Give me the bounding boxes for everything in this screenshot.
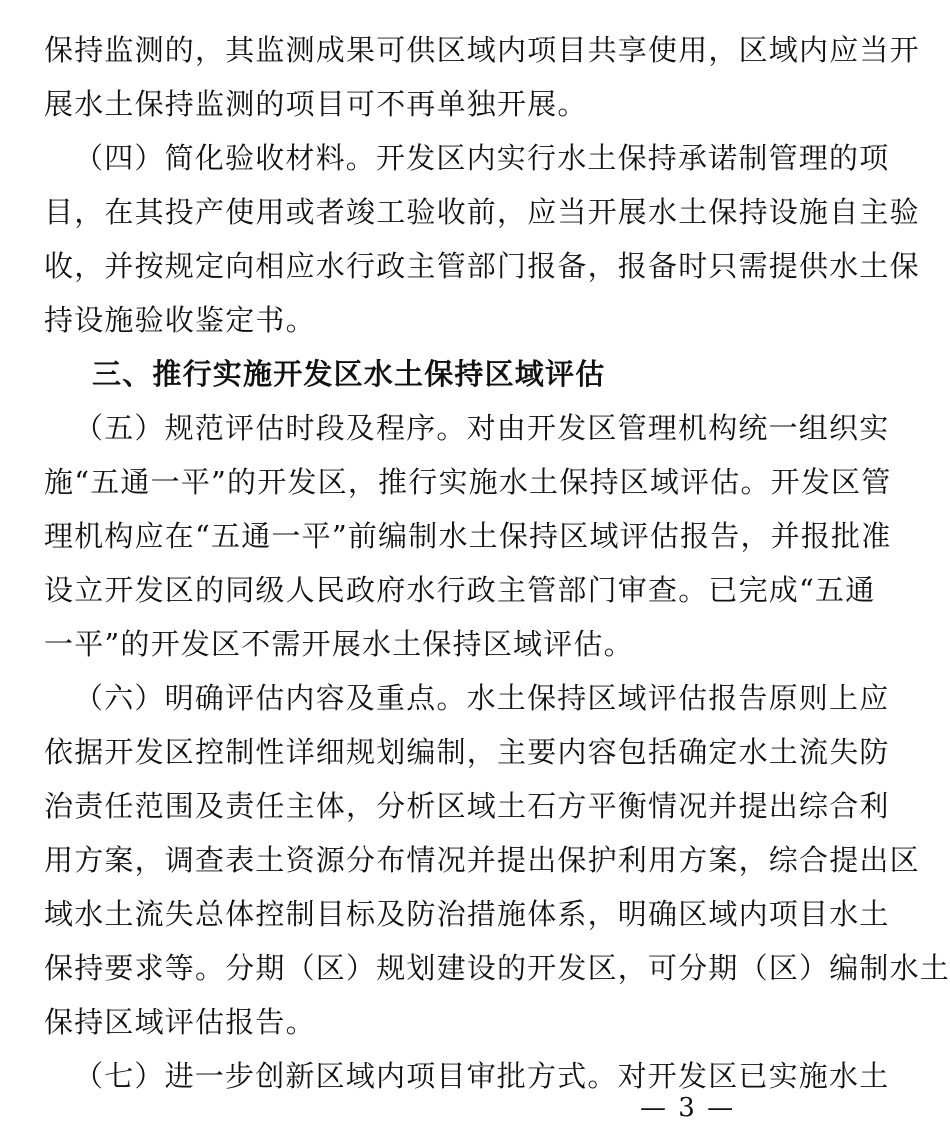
text-line: 依据开发区控制性详细规划编制，主要内容包括确定水土流失防	[44, 735, 890, 769]
text-line: 治责任范围及责任主体，分析区域土石方平衡情况并提出综合利	[44, 789, 890, 823]
text-line: （六）明确评估内容及重点。水土保持区域评估报告原则上应	[74, 681, 890, 715]
text-line: 保持要求等。分期（区）规划建设的开发区，可分期（区）编制水土	[44, 951, 950, 985]
text-line: 收，并按规定向相应水行政主管部门报备，报备时只需提供水土保	[44, 249, 920, 283]
text-line: 目，在其投产使用或者竣工验收前，应当开展水土保持设施自主验	[44, 195, 920, 229]
text-line: 施“五通一平”的开发区，推行实施水土保持区域评估。开发区管	[44, 465, 892, 499]
text-line: 持设施验收鉴定书。	[44, 303, 316, 337]
section-heading: 三、推行实施开发区水土保持区域评估	[92, 357, 606, 391]
text-line: 保持监测的，其监测成果可供区域内项目共享使用，区域内应当开	[44, 33, 920, 67]
text-line: 一平”的开发区不需开展水土保持区域评估。	[44, 627, 634, 661]
text-line: （四）简化验收材料。开发区内实行水土保持承诺制管理的项	[74, 141, 890, 175]
text-line: 展水土保持监测的项目可不再单独开展。	[44, 87, 588, 121]
text-line: 域水土流失总体控制目标及防治措施体系，明确区域内项目水土	[44, 897, 890, 931]
text-line: 用方案，调查表土资源分布情况并提出保护利用方案，综合提出区	[44, 843, 920, 877]
text-line: 保持区域评估报告。	[44, 1005, 316, 1039]
text-line: 理机构应在“五通一平”前编制水土保持区域评估报告，并报批准	[44, 519, 892, 553]
text-line: （五）规范评估时段及程序。对由开发区管理机构统一组织实	[74, 411, 890, 445]
page-number: — 3 —	[640, 1093, 736, 1123]
text-line: 设立开发区的同级人民政府水行政主管部门审查。已完成“五通	[44, 573, 876, 607]
text-line: （七）进一步创新区域内项目审批方式。对开发区已实施水土	[74, 1059, 890, 1093]
